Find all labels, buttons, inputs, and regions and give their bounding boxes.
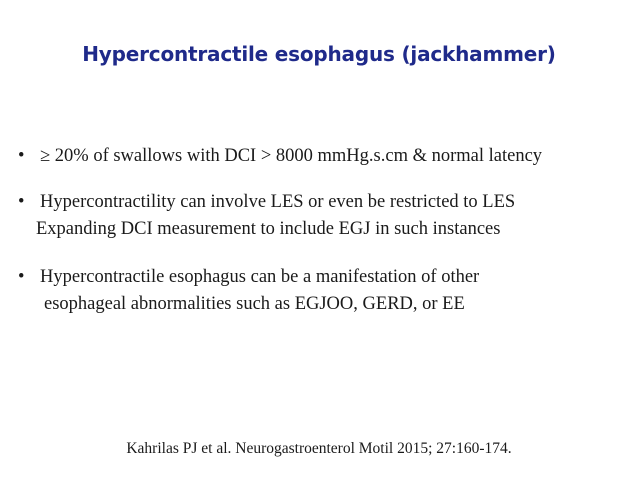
bullet-continuation: Expanding DCI measurement to include EGJ in such instances <box>36 219 501 239</box>
bullet-text: Hypercontractile esophagus can be a manifestation of other <box>40 267 480 287</box>
bullet-continuation: esophageal abnormalities such as EGJOO, GERD, or EE <box>44 294 465 314</box>
bullet-item <box>18 264 630 319</box>
bullet-text: ≥ 20% of swallows with DCI > 8000 mmHg.s.cm & normal latency <box>40 146 543 166</box>
bullet-list <box>18 143 630 319</box>
slide-title: Hypercontractile esophagus (jackhammer) <box>82 42 556 66</box>
citation: Kahrilas PJ et al. Neurogastroenterol Motil 2015; 27:160-174. <box>126 440 512 457</box>
bullet-item <box>18 143 630 169</box>
bullet-dot-icon: • <box>18 192 25 212</box>
bullet-text: Hypercontractility can involve LES or even be restricted to LES <box>40 192 516 212</box>
bullet-item <box>18 189 630 244</box>
bullet-dot-icon: • <box>18 146 25 166</box>
bullet-dot-icon: • <box>18 267 25 287</box>
